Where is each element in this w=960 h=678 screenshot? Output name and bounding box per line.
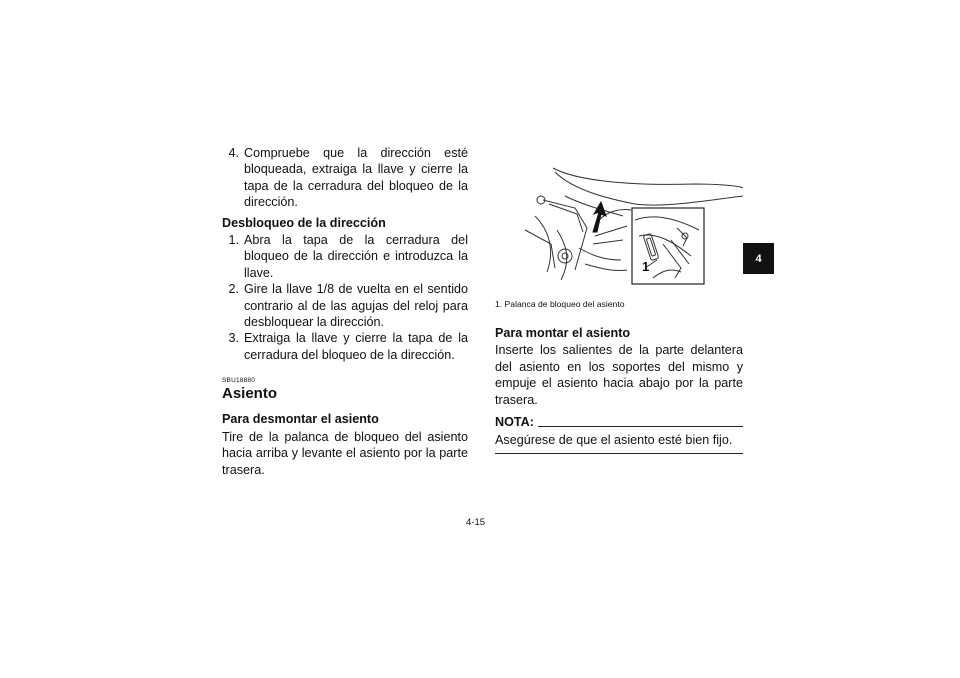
note-header bbox=[495, 414, 743, 430]
left-column bbox=[222, 145, 468, 478]
chapter-tab: 4 bbox=[743, 243, 774, 274]
remove-text: Tire de la palanca de bloqueo del asiento hacia arriba y levante el asiento por la parte trasera. bbox=[222, 429, 468, 477]
step-text: Gire la llave 1/8 de vuelta en el sentido contrario al de las agujas del reloj para desbloquear la dirección. bbox=[244, 282, 468, 330]
step-text: Abra la tapa de la cerradura del bloqueo de la dirección e introduzca la llave. bbox=[244, 233, 468, 280]
note-text: Asegúrese de que el asiento esté bien fijo. bbox=[495, 432, 743, 453]
unlock-step-3 bbox=[222, 330, 468, 363]
step-text: Compruebe que la dirección esté bloqueada, extraiga la llave y cierre la tapa de la cerradura del bloqueo de la dirección. bbox=[244, 146, 468, 210]
step-text: Extraiga la llave y cierre la tapa de la cerradura del bloqueo de la dirección. bbox=[244, 331, 468, 362]
remove-heading: Para desmontar el asiento bbox=[222, 412, 379, 427]
unlock-step-2 bbox=[222, 281, 468, 330]
seat-lock-figure bbox=[495, 160, 743, 292]
step-number: 3. bbox=[228, 331, 239, 346]
step-number: 4. bbox=[228, 146, 239, 160]
step-4 bbox=[222, 145, 468, 211]
step-number: 1. bbox=[228, 233, 239, 248]
section-title: Asiento bbox=[222, 385, 278, 403]
section-code: SBU18880 bbox=[222, 377, 256, 385]
note-label: NOTA: bbox=[495, 415, 534, 430]
note-rule bbox=[538, 426, 743, 427]
right-column bbox=[495, 160, 743, 456]
page-number: 4-15 bbox=[466, 517, 486, 528]
install-text: Inserte los salientes de la parte delantera del asiento en los soportes del mismo y empuje el asiento hacia abajo por la parte trasera. bbox=[495, 343, 743, 407]
unlock-heading: Desbloqueo de la dirección bbox=[222, 215, 386, 230]
step-number: 2. bbox=[228, 282, 239, 297]
figure-callout: 1 bbox=[642, 259, 650, 274]
install-heading: Para montar el asiento bbox=[495, 326, 631, 340]
seat-illustration bbox=[495, 160, 743, 292]
figure-caption: 1. Palanca de bloqueo del asiento bbox=[495, 299, 625, 309]
unlock-step-1 bbox=[222, 232, 468, 281]
